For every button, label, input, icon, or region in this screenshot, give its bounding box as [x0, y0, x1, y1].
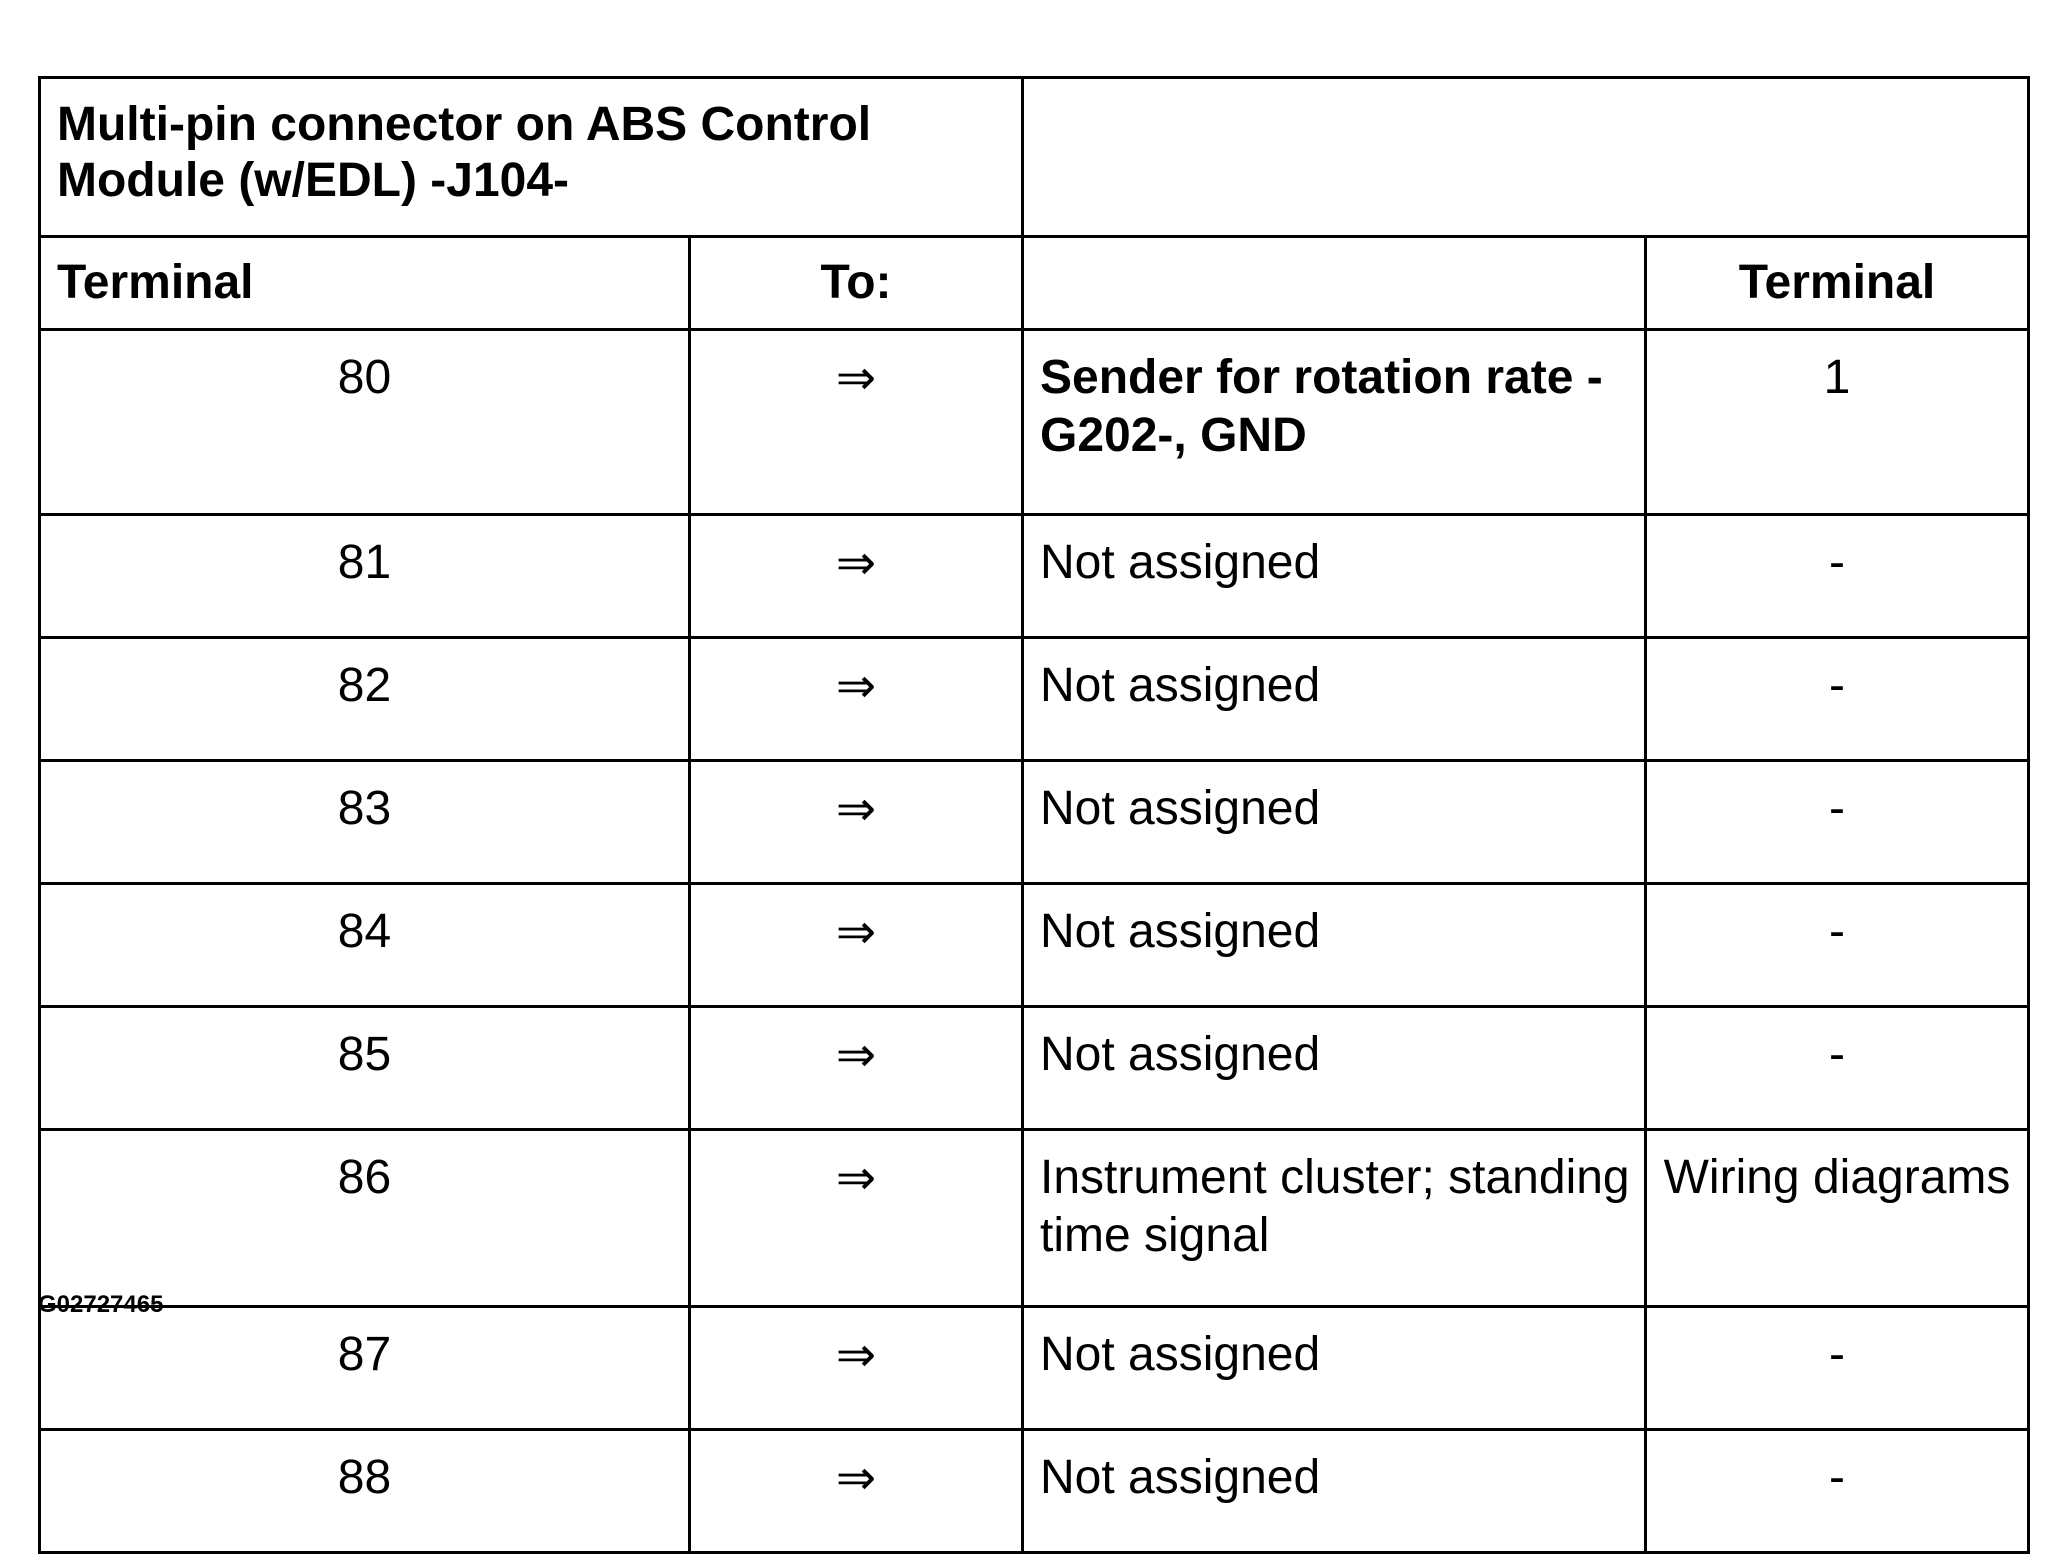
connection-description: Not assigned [1023, 1007, 1646, 1130]
table-row [40, 761, 2029, 884]
connector-pinout-table [38, 76, 2030, 1554]
table-title: Multi-pin connector on ABS Control Module (w/EDL) -J104- [40, 78, 1023, 237]
connection-description: Not assigned [1023, 515, 1646, 638]
target-terminal: - [1646, 638, 2029, 761]
arrow-icon: ⇒ [690, 330, 1023, 515]
connection-description: Sender for rotation rate -G202-, GND [1023, 330, 1646, 515]
target-terminal: - [1646, 761, 2029, 884]
connection-description: Not assigned [1023, 884, 1646, 1007]
terminal-number: 83 [40, 761, 690, 884]
table-title-row [40, 78, 2029, 237]
table-row [40, 1130, 2029, 1307]
target-terminal: - [1646, 1007, 2029, 1130]
connection-description: Instrument cluster; standing time signal [1023, 1130, 1646, 1307]
column-header-terminal: Terminal [40, 237, 690, 330]
arrow-icon: ⇒ [690, 515, 1023, 638]
terminal-number: 80 [40, 330, 690, 515]
target-terminal: - [1646, 1430, 2029, 1553]
terminal-number: 82 [40, 638, 690, 761]
arrow-icon: ⇒ [690, 761, 1023, 884]
connection-description: Not assigned [1023, 761, 1646, 884]
column-header-description [1023, 237, 1646, 330]
table-row [40, 515, 2029, 638]
target-terminal: - [1646, 1307, 2029, 1430]
table-row [40, 1307, 2029, 1430]
arrow-icon: ⇒ [690, 1307, 1023, 1430]
arrow-icon: ⇒ [690, 1007, 1023, 1130]
table-row [40, 330, 2029, 515]
table-row [40, 1007, 2029, 1130]
arrow-icon: ⇒ [690, 1430, 1023, 1553]
terminal-number: 85 [40, 1007, 690, 1130]
terminal-number: 87 [40, 1307, 690, 1430]
terminal-number: 86 [40, 1130, 690, 1307]
arrow-icon: ⇒ [690, 884, 1023, 1007]
column-header-terminal-right: Terminal [1646, 237, 2029, 330]
connection-description: Not assigned [1023, 1430, 1646, 1553]
target-terminal: 1 [1646, 330, 2029, 515]
table-row [40, 1430, 2029, 1553]
target-terminal: - [1646, 515, 2029, 638]
connection-description: Not assigned [1023, 1307, 1646, 1430]
column-header-to: To: [690, 237, 1023, 330]
table-row [40, 638, 2029, 761]
connection-description: Not assigned [1023, 638, 1646, 761]
arrow-icon: ⇒ [690, 1130, 1023, 1307]
terminal-number: 84 [40, 884, 690, 1007]
table-row [40, 884, 2029, 1007]
target-terminal: - [1646, 884, 2029, 1007]
target-terminal: Wiring diagrams [1646, 1130, 2029, 1307]
column-header-row [40, 237, 2029, 330]
terminal-number: 88 [40, 1430, 690, 1553]
table-title-right [1023, 78, 2029, 237]
terminal-number: 81 [40, 515, 690, 638]
arrow-icon: ⇒ [690, 638, 1023, 761]
figure-id: G02727465 [38, 1291, 164, 1318]
